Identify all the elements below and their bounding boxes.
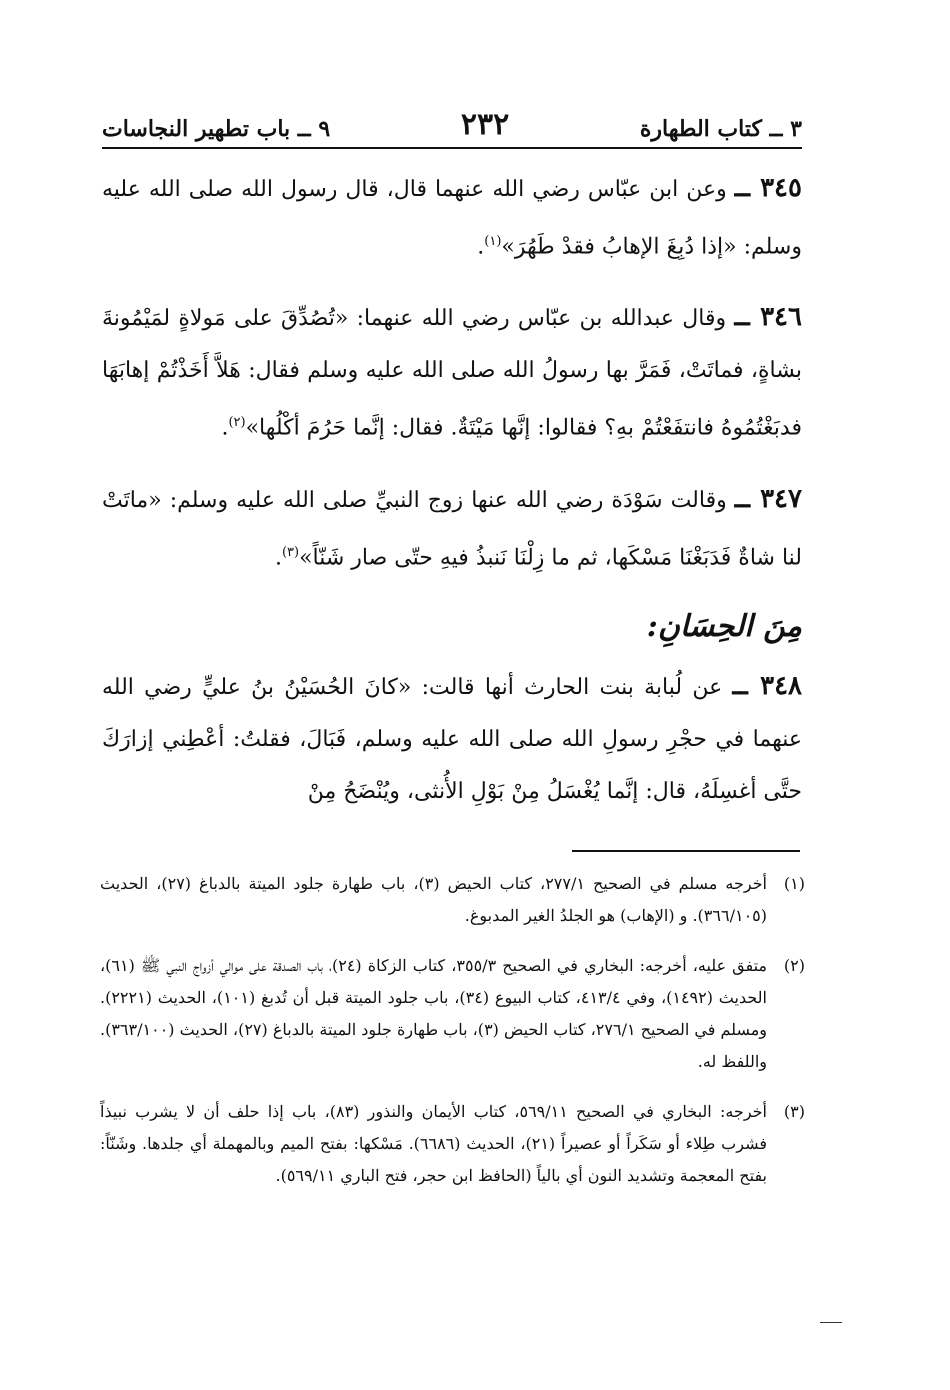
hadith-text: وقال عبدالله بن عبّاس رضي الله عنهما: «تُصُدِّقَ على مَولاةٍ لمَيْمُونةَ بشاةٍ، فماتَتْ، فَمَرَّ بها رسولُ الله صلى الله عليه وسلم فقال: هَلاَّ أَخَذْتُمْ إهابَهَا فدبَغْتُمُوهُ فانتفَعْتُمْ بهِ؟ فقالوا: إنَّها مَيْتَةٌ. فقال: إنَّما حَرُمَ أكْلُها» [102,306,802,441]
footnote-number: (٣) [783,1102,805,1121]
footnote-2 [100,950,805,1078]
footnote-ref: (٣) [281,544,300,560]
header-section: ٩ ــ باب تطهير النجاسات [102,116,331,142]
footnotes [100,868,805,1210]
footnote-1 [100,868,805,932]
hadith-end: . [477,234,485,260]
header-chapter: ٣ ــ كتاب الطهارة [639,116,802,142]
hadith-348 [102,660,802,818]
main-text [102,162,802,836]
hadith-347 [102,473,802,584]
hadith-text: وقالت سَوْدَة رضي الله عنها زوج النبيِّ صلى الله عليه وسلم: «ماتَتْ لنا شاةٌ فَدَبَغْنَا مَسْكَها، ثم ما زِلْنَا نَنبذُ فيهِ حتّى صار شَنّاً» [102,487,802,570]
footnote-text: متفق عليه، أخرجه: البخاري في الصحيح ٣٥٥/٣، كتاب الزكاة (٢٤)، باب الصدقة على موالي أزواج النبي ﷺ (٦١)، الحديث (١٤٩٢)، وفي ٤١٣/٤، كتاب البيوع (٣٤)، باب جلود الميتة قبل أن تُدبغ (١٠١)، الحديث (٢٢٢١). ومسلم في الصحيح ٢٧٦/١، كتاب الحيض (٣)، باب طهارة جلود الميتة بالدباغ (٢٧)، الحديث (٣٦٣/١٠٠). واللفظ له. [100,956,768,1071]
footnote-number: (٢) [783,956,805,975]
page-number: ٢٣٢ [460,107,510,142]
footnote-number: (١) [783,874,805,893]
footnote-separator [572,850,800,852]
running-header [102,96,802,146]
hadith-text: عن لُبابة بنت الحارث أنها قالت: «كانَ الحُسَيْنُ بنُ عليٍّ رضي الله عنهما في حجْرِ رسولِ الله صلى الله عليه وسلم، فَبَالَ، فقلتُ: أعْطِني إزارَكَ حتَّى أغسِلَهُ، قال: إنَّما يُغْسَلُ مِنْ بَوْلِ الأُنثى، ويُنْضَحُ مِنْ [102,674,802,804]
footnote-text: أخرجه مسلم في الصحيح ٢٧٧/١، كتاب الحيض (٣)، باب طهارة جلود الميتة بالدباغ (٢٧)، الحديث (٣٦٦/١٠٥). و (الإهاب) هو الجلدُ الغير المدبوغ. [100,874,768,925]
hadith-end: . [221,415,229,441]
header-rule [102,147,802,149]
footnote-text: أخرجه: البخاري في الصحيح ٥٦٩/١١، كتاب الأيمان والنذور (٨٣)، باب إذا حلف أن لا يشرب نبيذاً فشرب طِلاء أو سَكَراً أو عصيراً (٢١)، الحديث (٦٦٨٦). مَسْكها: بفتح الميم وبالمهملة أي جلدها. وشَنّاً: بفتح المعجمة وتشديد النون أي بالياً (الحافظ ابن حجر، فتح الباري ٥٦٩/١١). [100,1102,767,1185]
hadith-number: ٣٤٥ ــ [734,173,802,203]
hadith-number: ٣٤٧ ــ [734,483,802,514]
footnote-3 [100,1096,805,1192]
hadith-number: ٣٤٨ ــ [732,670,803,701]
hadith-345 [102,162,802,273]
section-heading: مِنَ الحِسَانِ: [646,608,802,644]
hadith-number: ٣٤٦ ــ [734,302,802,333]
hadith-end: . [274,544,282,570]
page-mark [820,1322,842,1323]
footnote-ref: (١) [484,234,502,249]
hadith-346 [102,291,802,454]
hadith-text: وعن ابن عبّاس رضي الله عنهما قال، قال رسول الله صلى الله عليه وسلم: «إذا دُبِغَ الإهابُ فقدْ طَهُرَ» [102,177,802,260]
footnote-ref: (٢) [228,415,246,431]
